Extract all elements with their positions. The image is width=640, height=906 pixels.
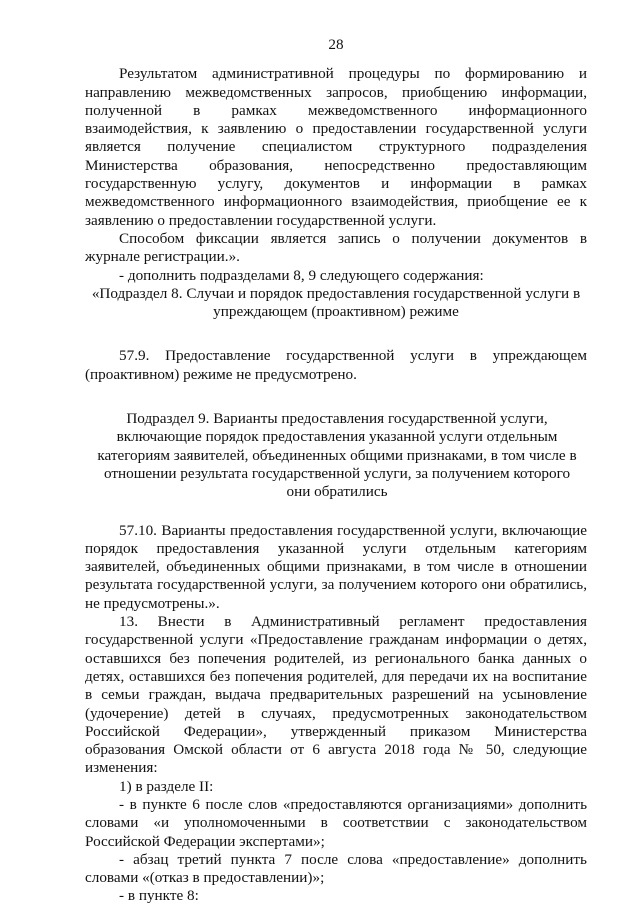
paragraph-procedure-result: Результатом административной процедуры по формированию и направлению межведомственных запросов, приобщению информации, полученной в рамках межведомственного информационного взаимодействия, к заявлению о предоставлении государственной услуги является получение специалистом структурного подразделения Министерства образования, непосредственно предоставляющим государственную услугу, документов и информации в рамках межведомственного информационного взаимодействия, приобщение ее к заявлению о предоставлении государственной услуги. <box>85 65 587 229</box>
paragraph-57-10: 57.10. Варианты предоставления государственной услуги, включающие порядок предоставления указанной услуги отдельным категориям заявителей, объединенных общими признаками, в том числе в отношении результата государственной услуги, за получением которого они обратились, не предусмотрены.». <box>85 521 587 612</box>
paragraph-fixation-method: Способом фиксации является запись о получении документов в журнале регистрации.». <box>85 229 587 266</box>
page-number: 28 <box>328 36 344 53</box>
paragraph-section-ii: 1) в разделе II: <box>119 777 214 795</box>
paragraph-add-subsections: - дополнить подразделами 8, 9 следующего содержания: <box>119 266 484 284</box>
paragraph-item-13: 13. Внести в Административный регламент предоставления государственной услуги «Предоставление гражданам информации о детях, оставшихся без попечения родителей, из регионального банка данных о детях, оставшихся без попечения родителей, для передачи их на воспитание в семьи граждан, выдача предварительных разрешений на усыновление (удочерение) детей в случаях, предусмотренных законодательством Российской Федерации», утвержденный приказом Министерства образования Омской области от 6 августа 2018 года № 50, следующие изменения: <box>85 613 587 777</box>
paragraph-point-8: - в пункте 8: <box>119 887 199 905</box>
subsection-8-heading: «Подраздел 8. Случаи и порядок предоставления государственной услуги в упреждающем (проактивном) режиме <box>91 284 581 321</box>
paragraph-point-6: - в пункте 6 после слов «предоставляются организациями» дополнить словами «и уполномоченными в соответствии с законодательством Российской Федерации экспертами»; <box>85 795 587 850</box>
subsection-9-heading: Подраздел 9. Варианты предоставления государственной услуги, включающие порядок предоставления указанной услуги отдельным категориям заявителей, объединенных общими признаками, в том числе в отношении результата государственной услуги, за получением которого они обратились <box>97 410 577 501</box>
paragraph-57-9: 57.9. Предоставление государственной услуги в упреждающем (проактивном) режиме не предусмотрено. <box>85 347 587 383</box>
paragraph-point-7: - абзац третий пункта 7 после слова «предоставление» дополнить словами «(отказ в предоставлении)»; <box>85 850 587 887</box>
